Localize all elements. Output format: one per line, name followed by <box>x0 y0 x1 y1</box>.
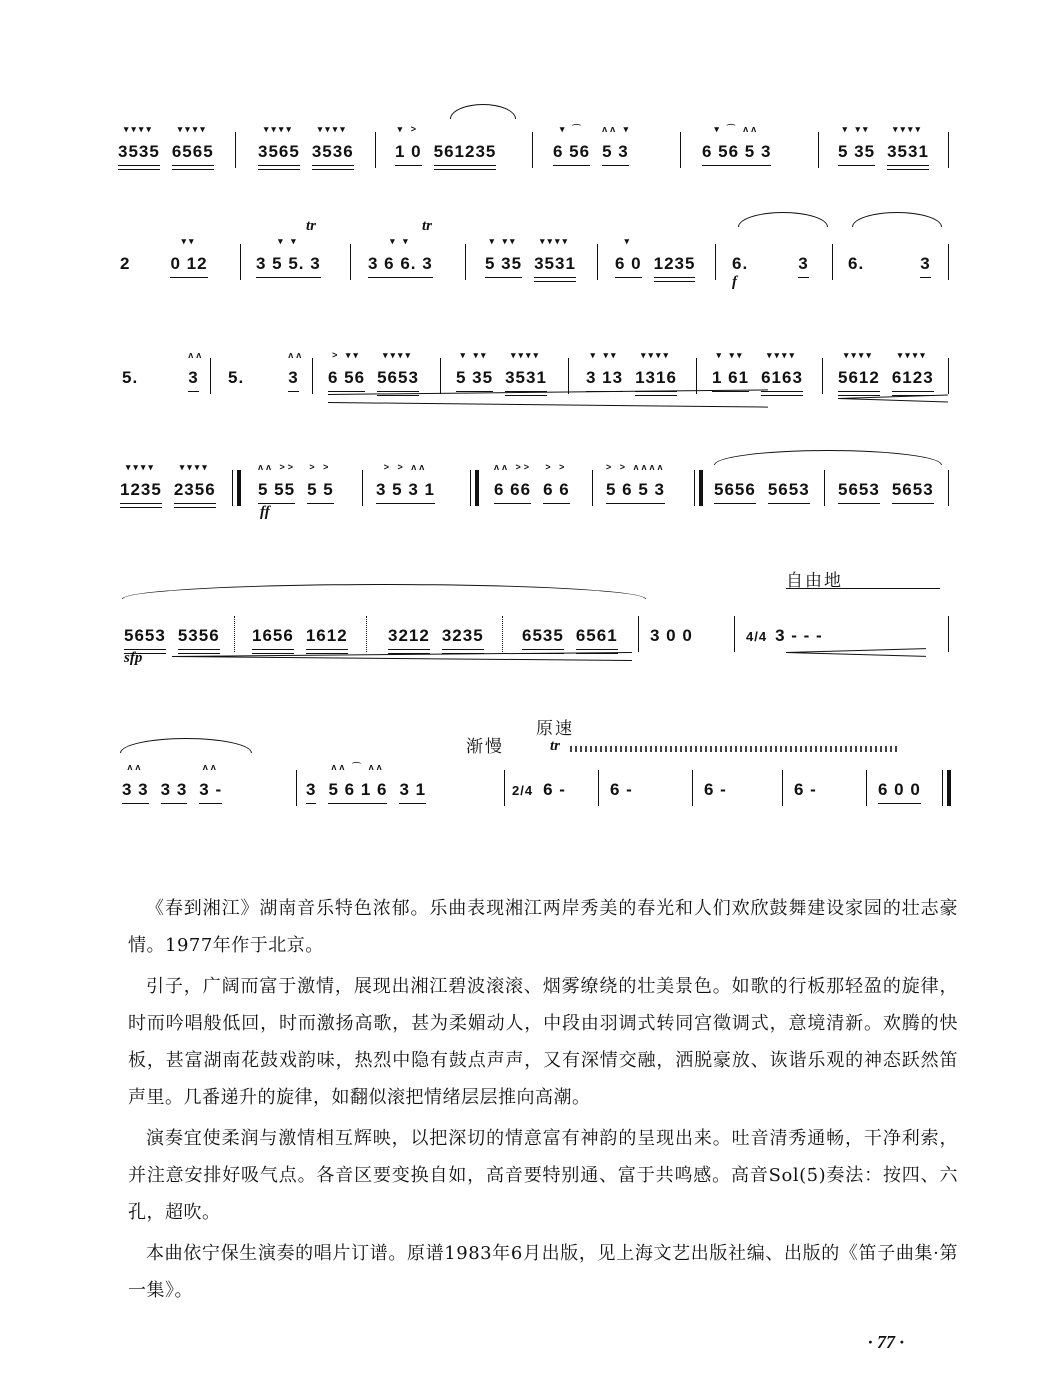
score-row-3 <box>110 326 960 406</box>
measure <box>878 780 933 800</box>
barline <box>210 358 211 394</box>
score-row-1 <box>110 100 960 180</box>
note-group: 5653 <box>838 480 880 499</box>
measure <box>522 626 630 646</box>
barline <box>734 616 735 652</box>
note-group: 5 6 1 6 <box>328 780 388 799</box>
slur <box>120 738 252 753</box>
note-group: 561235 <box>433 142 497 161</box>
measure: ▾ ▾▾ 5 35 ▾▾▾▾ 3531 <box>456 350 547 387</box>
decrescendo-hairpin <box>786 652 926 657</box>
commentary <box>128 890 958 1313</box>
measure: ▾ ▾ 3 6 6. 3 <box>368 236 433 273</box>
barline <box>818 132 819 168</box>
barline <box>832 244 833 280</box>
measure <box>252 626 360 646</box>
slur <box>852 212 942 227</box>
note-group: 1235 <box>120 480 162 499</box>
note-group: 6565 <box>171 142 214 161</box>
note-group: 3 - <box>199 780 223 799</box>
barline <box>598 770 599 806</box>
measure <box>124 626 232 646</box>
measure <box>704 780 727 800</box>
note-group: 5653 <box>767 480 810 499</box>
note-group: 5 35 <box>838 142 876 161</box>
measure: ▾▾▾▾ 3565 ▾▾▾▾ 3536 <box>258 124 354 161</box>
barline <box>235 132 236 168</box>
measure: 5. ʌʌ 3 <box>228 350 305 387</box>
time-signature: 4/4 <box>746 629 768 644</box>
note-group: 3 3 <box>122 780 149 799</box>
note-group: 5656 <box>714 480 756 499</box>
note-group: 0 12 <box>170 254 208 273</box>
note-group: 5. <box>228 368 245 387</box>
note-group: 5 6 5 3 <box>606 480 665 499</box>
measure <box>848 254 943 274</box>
note-group: 3212 <box>388 626 430 645</box>
measure: 2 ▾▾ 0 12 <box>120 236 208 273</box>
note-group: 3 5 3 1 <box>376 480 435 499</box>
note-group: 6 56 5 3 <box>702 142 772 161</box>
note-group: 3235 <box>441 626 484 645</box>
note-group: 6. <box>848 254 865 273</box>
note-group: 3 13 <box>586 368 624 387</box>
barline <box>597 244 598 280</box>
note-group: 3536 <box>311 142 354 161</box>
paragraph: 演奏宜使柔润与激情相互辉映，以把深切的情意富有神韵的呈现出来。吐音清秀通畅，干净利索，并注意安排好吸气点。各音区要变换自如，高音要特别通、富于共鸣感。高音Sol(5̇)奏法：按四、六孔，超吹。 <box>128 1128 958 1223</box>
score-row-2 <box>110 212 960 292</box>
measure: ▾ ▾▾ 3 13 ▾▾▾▾ 1316 <box>586 350 677 387</box>
barline <box>234 616 235 652</box>
barline <box>822 358 823 394</box>
note-group: 6 56 <box>328 368 366 387</box>
note-group: 5 55 <box>258 480 296 499</box>
barline <box>366 616 367 652</box>
note-group: 1656 <box>252 626 294 645</box>
score-row-4 <box>110 438 960 518</box>
ritardando-marking: 渐慢 <box>466 737 504 757</box>
measure: ▾ 6 0 1235 <box>615 236 696 273</box>
measure: ʌʌ >> 6 66 > > 6 6 <box>494 462 570 499</box>
note-group: 5653 <box>377 368 419 387</box>
note-group: 6 6 <box>543 480 570 499</box>
barline <box>568 358 569 394</box>
note-group: 5653 <box>124 626 166 645</box>
barline <box>465 244 466 280</box>
note-group: 6 - <box>610 780 633 799</box>
note-group: 5653 <box>891 480 934 499</box>
paragraph: 本曲依宁保生演奏的唱片订谱。原谱1983年6月出版，见上海文艺出版社编、出版的《笛子曲集·第一集》。 <box>128 1243 958 1301</box>
barline <box>866 770 867 806</box>
note-group: 3 <box>798 254 809 273</box>
paragraph: 引子，广阔而富于激情，展现出湘江碧波滚滚、烟雾缭绕的壮美景色。如歌的行板那轻盈的旋律，时而吟唱般低回，时而激扬高歌，甚为柔媚动人，中段由羽调式转同宫徵调式，意境清新。欢腾的快板，甚富湖南花鼓戏韵味，热烈中隐有鼓点声声，又有深情交融，洒脱豪放、诙谐乐观的神态跃然笛声里。几番递升的旋律，如翻似滚把情绪层层推向高潮。 <box>128 976 958 1108</box>
measure <box>610 780 633 800</box>
note-group: 3 <box>288 368 299 387</box>
measure: ▾ > 1 0 561235 <box>395 124 497 161</box>
note-group: 1 61 <box>712 368 750 387</box>
barline <box>948 132 949 168</box>
note-group: 6561 <box>575 626 618 645</box>
note-group: 3 1 <box>399 780 427 799</box>
measure <box>714 480 822 500</box>
barline <box>440 358 441 394</box>
slur <box>450 104 516 119</box>
note-group: 1 0 <box>395 142 422 161</box>
decrescendo-hairpin <box>838 398 948 402</box>
barline <box>948 470 949 506</box>
note-group: 3 - - - <box>775 626 823 645</box>
note-group: 3 <box>920 254 931 273</box>
measure: > > ʌʌʌʌ 5 6 5 3 <box>606 462 666 499</box>
barline <box>592 470 593 506</box>
note-group: 3531 <box>534 254 576 273</box>
note-group: 6 0 0 <box>878 780 921 799</box>
score-row-5 <box>110 571 960 666</box>
note-group: 3565 <box>258 142 300 161</box>
barline <box>692 770 693 806</box>
note-group: 6535 <box>522 626 564 645</box>
trill-mark: tr <box>306 218 317 234</box>
note-group: 5 3 <box>602 142 629 161</box>
time-signature: 2/4 <box>512 783 534 798</box>
note-group: 5356 <box>177 626 220 645</box>
trill-mark: tr <box>550 738 561 754</box>
note-group: 3 5 5. 3 <box>256 254 321 273</box>
note-group: 6163 <box>761 368 803 387</box>
barline <box>312 358 313 394</box>
barline <box>782 770 783 806</box>
measure: ▾ ▾▾ 5 35 ▾▾▾▾ 3531 <box>838 124 929 161</box>
tempo-marking: 自由地 <box>786 571 843 591</box>
final-barline <box>942 770 943 806</box>
measure: ▾▾▾▾ 3535 ▾▾▾▾ 6565 <box>118 124 214 161</box>
note-group: 6123 <box>891 368 934 387</box>
barline <box>362 470 363 506</box>
barline <box>948 244 949 280</box>
measure: ▾ ▾ 3 5 5. 3 <box>256 236 321 273</box>
barline <box>350 244 351 280</box>
measure <box>746 626 823 646</box>
barline <box>502 616 503 652</box>
tempo-line <box>786 588 940 589</box>
note-group: 5612 <box>838 368 880 387</box>
note-group: 3 <box>306 780 317 799</box>
score-row-6 <box>110 719 960 818</box>
measure <box>650 626 693 646</box>
repeat-barline <box>470 470 471 506</box>
note-group: 3535 <box>118 142 160 161</box>
note-group: 5 35 <box>456 368 494 387</box>
barline <box>824 470 825 506</box>
note-group: 6 0 <box>615 254 642 273</box>
measure: 3 ʌʌ ⁀ ʌʌ 5 6 1 6 3 1 <box>306 762 427 799</box>
barline <box>696 358 697 394</box>
note-group: 6 56 <box>553 142 591 161</box>
slur <box>714 450 942 465</box>
barline <box>375 132 376 168</box>
measure: ʌʌ >> 5 55 > > 5 5 <box>258 462 334 499</box>
decrescendo-hairpin <box>172 656 632 661</box>
note-group: 6 66 <box>494 480 532 499</box>
crescendo-hairpin <box>328 402 768 408</box>
measure: 5. ʌʌ 3 <box>122 350 205 387</box>
measure: ▾▾▾▾ 1235 ▾▾▾▾ 2356 <box>120 462 216 499</box>
barline <box>240 244 241 280</box>
barline <box>504 770 505 806</box>
measure <box>838 480 946 500</box>
barline <box>532 132 533 168</box>
dynamic-mark: f <box>732 274 737 290</box>
measure <box>388 626 496 646</box>
slur <box>122 584 646 599</box>
note-group: 1316 <box>635 368 677 387</box>
measure: ▾ ⁀ ʌʌ 6 56 5 3 <box>702 124 772 161</box>
measure: ▾ ▾▾ 1 61 ▾▾▾▾ 6163 <box>712 350 803 387</box>
note-group: 3 3 <box>160 780 188 799</box>
barline <box>948 358 949 394</box>
measure: ▾ ▾▾ 5 35 ▾▾▾▾ 3531 <box>485 236 576 273</box>
note-group: 5. <box>122 368 139 387</box>
dynamic-mark: ff <box>260 504 270 520</box>
note-group: 6 - <box>794 780 817 799</box>
note-group: 2356 <box>173 480 216 499</box>
repeat-start-barline <box>232 470 233 506</box>
note-group: 1235 <box>653 254 696 273</box>
dynamic-mark: sfp <box>124 650 143 666</box>
measure: ʌʌ 3 3 3 3 ʌʌ 3 - <box>122 762 223 799</box>
trill-mark: tr <box>422 218 433 234</box>
measure <box>512 780 566 800</box>
measure <box>794 780 817 800</box>
a-tempo-marking: 原速 <box>536 719 574 739</box>
measure: > ▾▾ 6 56 ▾▾▾▾ 5653 <box>328 350 419 387</box>
grace-note: 2 <box>120 254 131 273</box>
barline <box>296 770 297 806</box>
measure: ▾▾▾▾ 5612 ▾▾▾▾ 6123 <box>838 350 934 387</box>
note-group: 6. <box>732 254 749 273</box>
note-group: 3531 <box>887 142 929 161</box>
note-group: 3 0 0 <box>650 626 693 645</box>
note-group: 5 5 <box>307 480 334 499</box>
slur <box>738 212 828 227</box>
page-number: · 77 · <box>868 1332 904 1352</box>
trill-line <box>570 746 900 752</box>
measure <box>732 254 821 274</box>
barline <box>715 244 716 280</box>
barline <box>680 132 681 168</box>
note-group: 6 - <box>543 780 566 799</box>
barline <box>638 616 639 652</box>
note-group: 3 <box>188 368 199 387</box>
repeat-end-barline <box>694 470 695 506</box>
note-group: 3 6 6. 3 <box>368 254 433 273</box>
measure: > > ʌʌ 3 5 3 1 <box>376 462 435 499</box>
measure: ▾ ⁀ 6 56 ʌʌ ▾ 5 3 <box>553 124 632 161</box>
paragraph: 《春到湘江》湖南音乐特色浓郁。乐曲表现湘江两岸秀美的春光和人们欢欣鼓舞建设家园的壮志豪情。1977年作于北京。 <box>128 898 958 956</box>
note-group: 1612 <box>305 626 348 645</box>
note-group: 6 - <box>704 780 727 799</box>
note-group: 3531 <box>505 368 547 387</box>
note-group: 5 35 <box>485 254 523 273</box>
barline <box>948 616 949 652</box>
